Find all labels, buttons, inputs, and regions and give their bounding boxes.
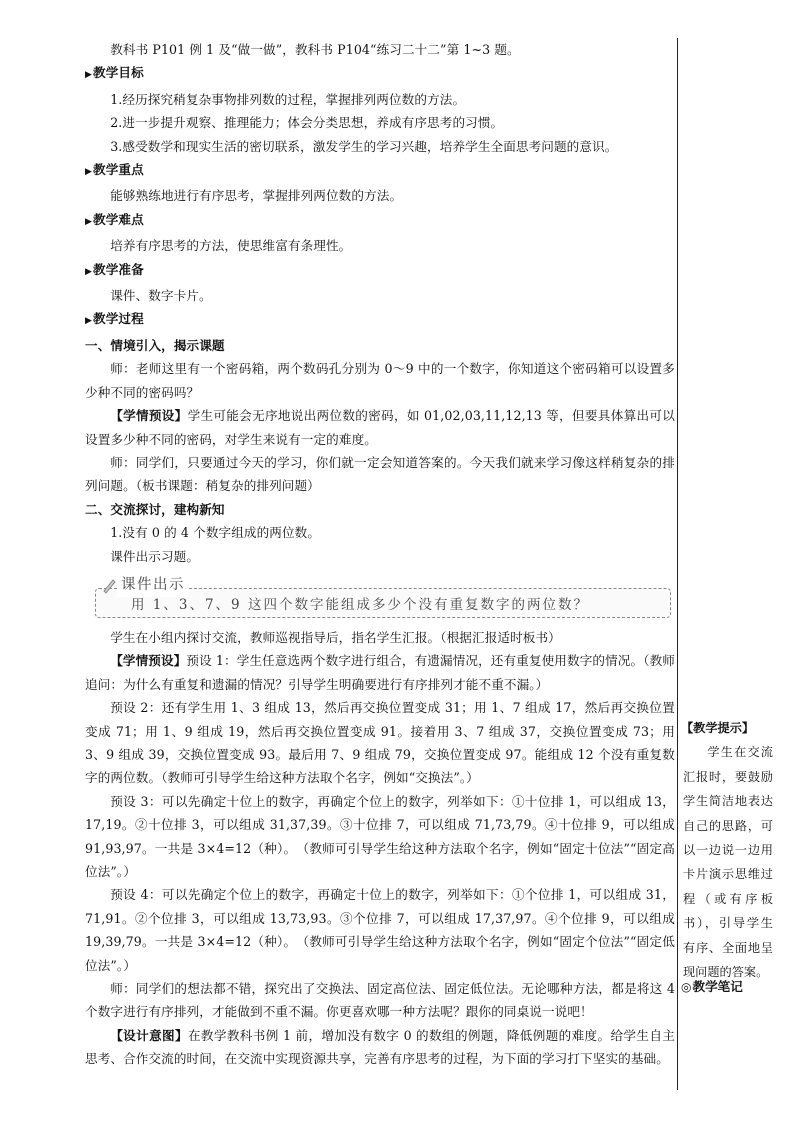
pen-icon [101, 578, 117, 594]
paragraph: 师：老师这里有一个密码箱，两个数码孔分别为 0～9 中的一个数字，你知道这个密码箱可以设置多少种不同的密码吗？ [85, 361, 675, 400]
heading-focus: ▶教学重点 [85, 162, 144, 178]
heading-goals: ▶教学目标 [85, 65, 144, 81]
tag-label: 【学情预设】 [110, 408, 188, 424]
paragraph: 【学情预设】预设 1：学生任意选两个数字进行组合，有遗漏情况，还有重复使用数字的情况。（教师追问：为什么有重复和遗漏的情况？引导学生明确要进行有序排列才能不重不漏。） [85, 653, 675, 692]
intro-line: 教科书 P101 例 1 及“做一做”，教科书 P104“练习二十二”第 1~3 题。 [110, 42, 520, 57]
margin-divider [677, 38, 678, 1090]
heading-difficulty: ▶教学难点 [85, 211, 144, 227]
goal-item: 3.感受数学和现实生活的密切联系，激发学生的学习兴趣，培养学生全面思考问题的意识。 [110, 138, 618, 154]
paragraph: 【设计意图】在教学教科书例 1 前，增加没有数字 0 的数组的例题，降低例题的难度。给学生自主思考、合作交流的时间，在交流中实现资源共享，完善有序思考的过程，为下面的学习打下坚实的基础。 [85, 1027, 675, 1067]
tag-label: 【设计意图】 [110, 1027, 188, 1043]
courseware-title: 课件出示 [117, 574, 189, 597]
paragraph: 预设 3：可以先确定十位上的数字，再确定个位上的数字，列举如下：①十位排 1，可以组成 13，17,19。②十位排 3，可以组成 31,37,39。③十位排 7，可以组成 71,73,79。④十位排 9，可以组成 91,93,97。一共是 3×4=12（种）。 （教师可引导学生给这种方法取个名字，例如“固定十位法”“固定高位法”。） [85, 793, 675, 879]
difficulty-text: 培养有序思考的方法，使思维富有条理性。 [110, 238, 352, 254]
triangle-marker-icon: ▶ [85, 216, 93, 227]
triangle-marker-icon: ▶ [85, 316, 93, 327]
focus-text: 能够熟练地进行有序思考，掌握排列两位数的方法。 [110, 188, 403, 204]
teaching-tip-title: 【教学提示】 [681, 721, 755, 735]
paragraph: 师：同学们的想法都不错，探究出了交换法、固定高位法、固定低位法。无论哪种方法，都是将这 4 个数字进行有序排列，才能做到不重不漏。你更喜欢哪一种方法呢？跟你的同桌说一说吧！ [85, 981, 675, 1020]
triangle-marker-icon: ▶ [85, 266, 93, 277]
teaching-notes-label: ◎教学笔记 [681, 979, 743, 994]
paragraph: 预设 2：还有学生用 1、3 组成 13，然后再交换位置变成 31；用 1、7 组成 17，然后再交换位置变成 71；用 1、9 组成 19，然后再交换位置变成 91。接着用 3、7 组成 37，交换位置变成 73；用 3、9 组成 39，交换位置变成 93。最后用 7、9 组成 79，交换位置变成 97。能组成 12 个没有重复数字的两位数。（教师可引导学生给这种方法取个名字，例如“交换法”。） [85, 700, 675, 786]
paragraph: 师：同学们，只要通过今天的学习，你们就一定会知道答案的。今天我们就来学习像这样稍复杂的排列问题。（板书课题：稍复杂的排列问题） [85, 454, 675, 494]
paragraph: 预设 4：可以先确定个位上的数字，再确定十位上的数字，列举如下：①个位排 1，可以组成 31，71,91。②个位排 3，可以组成 13,73,93。③个位排 7，可以组成 17,37,97。④个位排 9，可以组成 19,39,79。一共是 3×4=12（种）。 （教师可引导学生给这种方法取个名字，例如“固定个位法”“固定低位法”。） [85, 887, 675, 973]
paragraph: 【学情预设】学生可能会无序地说出两位数的密码，如 01,02,03,11,12,13 等，但要具体算出可以设置多少种不同的密码，对学生来说有一定的难度。 [85, 408, 675, 447]
main-column [85, 38, 675, 1071]
section-title: 二、交流探讨，建构新知 [85, 501, 225, 517]
triangle-marker-icon: ▶ [85, 70, 93, 81]
teaching-tip-body: 学生在交流汇报时，要鼓励学生简洁地表达自己的思路，可以一边说一边用卡片演示思维过程（或有序板书），引导学生有序、全面地呈现问题的答案。 [683, 745, 773, 980]
section-title: 一、情境引入，揭示课题 [85, 337, 225, 353]
prep-text: 课件、数字卡片。 [110, 288, 212, 304]
circle-target-icon: ◎ [681, 980, 692, 994]
courseware-question: 用 1、3、7、9 这四个数字能组成多少个没有重复数字的两位数？ [131, 596, 589, 613]
paragraph: 学生在小组内探讨交流，教师巡视指导后，指名学生汇报。（根据汇报适时板书） [110, 629, 561, 645]
triangle-marker-icon: ▶ [85, 167, 93, 178]
courseware-box [95, 576, 671, 616]
paragraph: 1.没有 0 的 4 个数字组成的两位数。 [110, 525, 321, 541]
teaching-tip-sidebar [683, 716, 773, 984]
goal-item: 2.进一步提升观察、推理能力；体会分类思想，养成有序思考的习惯。 [110, 115, 504, 131]
heading-prep: ▶教学准备 [85, 261, 144, 277]
goal-item: 1.经历探究稍复杂事物排列数的过程，掌握排列两位数的方法。 [110, 91, 466, 107]
heading-process: ▶教学过程 [85, 311, 144, 327]
tag-label: 【学情预设】 [110, 653, 187, 669]
paragraph: 课件出示习题。 [110, 548, 200, 564]
